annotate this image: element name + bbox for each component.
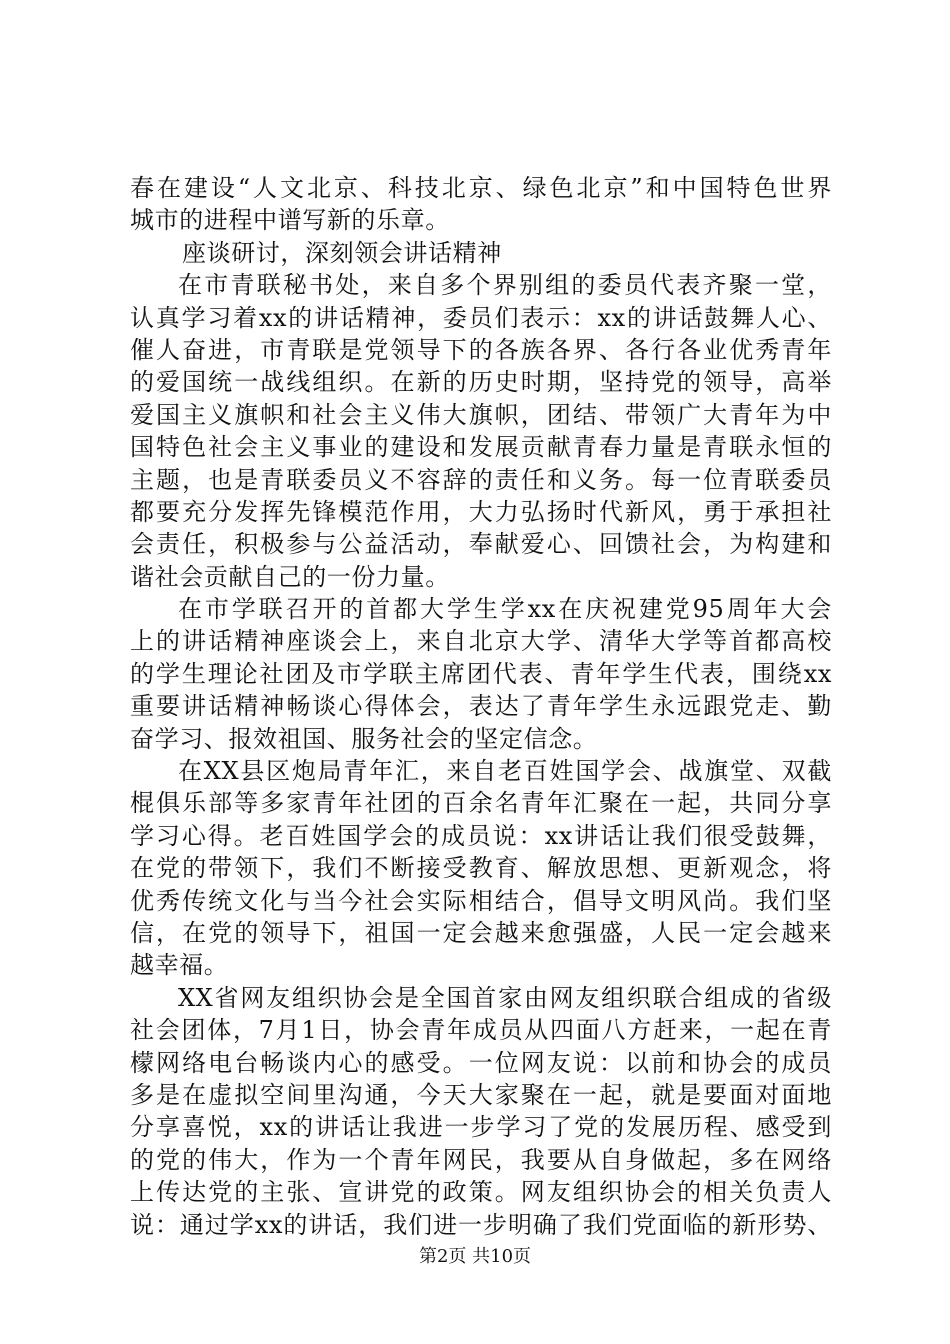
text-line: 在市学联召开的首都大学生学xx在庆祝建党95周年大会 [178, 595, 832, 624]
text-line: 的爱国统一战线组织。在新的历史时期，坚持党的领导，高举 [130, 368, 832, 397]
text-line: 在XX县区炮局青年汇，来自老百姓国学会、战旗堂、双截 [178, 757, 832, 786]
text-line: 主题，也是青联委员义不容辞的责任和义务。每一位青联委员 [130, 465, 832, 494]
text-line: 国特色社会主义事业的建设和发展贡献青春力量是青联永恒的 [130, 433, 832, 462]
text-line: 上的讲话精神座谈会上，来自北京大学、清华大学等首都高校 [130, 627, 832, 656]
text-line: 催人奋进，市青联是党领导下的各族各界、各行各业优秀青年 [130, 335, 832, 364]
text-line: 春在建设“人文北京、科技北京、绿色北京”和中国特色世界 [130, 174, 832, 202]
text-line: 重要讲话精神畅谈心得体会，表达了青年学生永远跟党走、勤 [130, 692, 832, 721]
text-line: 分享喜悦，xx的讲话让我进一步学习了党的发展历程、感受到 [130, 1113, 832, 1142]
page-number-footer: 第2页 共10页 [418, 1246, 532, 1267]
text-line: 的党的伟大，作为一个青年网民，我要从自身做起，多在网络 [130, 1145, 832, 1174]
section-heading: 座谈研讨，深刻领会讲话精神 [182, 238, 502, 267]
text-line: 会责任，积极参与公益活动，奉献爱心、回馈社会，为构建和 [130, 530, 832, 559]
text-line: 棍俱乐部等多家青年社团的百余名青年汇聚在一起，共同分享 [130, 789, 832, 818]
text-line: 多是在虚拟空间里沟通，今天大家聚在一起，就是要面对面地 [130, 1080, 832, 1109]
text-line: 社会团体，7月1日，协会青年成员从四面八方赶来，一起在青 [130, 1016, 832, 1045]
document-body [130, 172, 832, 1241]
text-line: 认真学习着xx的讲话精神，委员们表示：xx的讲话鼓舞人心、 [130, 303, 832, 332]
text-line: 城市的进程中谱写新的乐章。 [130, 206, 450, 235]
text-line: 爱国主义旗帜和社会主义伟大旗帜，团结、带领广大青年为中 [130, 400, 832, 429]
text-line: 奋学习、报效祖国、服务社会的坚定信念。 [130, 724, 598, 753]
text-line: XX省网友组织协会是全国首家由网友组织联合组成的省级 [178, 983, 832, 1012]
text-line: 谐社会贡献自己的一份力量。 [130, 562, 450, 591]
text-line: 在党的带领下，我们不断接受教育、解放思想、更新观念，将 [130, 854, 832, 883]
text-line: 在市青联秘书处，来自多个界别组的委员代表齐聚一堂， [178, 271, 832, 300]
text-line: 优秀传统文化与当今社会实际相结合，倡导文明风尚。我们坚 [130, 886, 832, 915]
text-line: 都要充分发挥先锋模范作用，大力弘扬时代新风，勇于承担社 [130, 497, 832, 526]
text-line: 檬网络电台畅谈内心的感受。一位网友说：以前和协会的成员 [130, 1048, 832, 1077]
text-line: 说：通过学xx的讲话，我们进一步明确了我们党面临的新形势、 [130, 1210, 832, 1239]
text-line: 信，在党的领导下，祖国一定会越来愈强盛，人民一定会越来 [130, 918, 832, 947]
text-line: 的学生理论社团及市学联主席团代表、青年学生代表，围绕xx [130, 659, 832, 688]
text-line: 越幸福。 [130, 951, 229, 980]
text-line: 学习心得。老百姓国学会的成员说：xx讲话让我们很受鼓舞， [130, 821, 832, 850]
text-line: 上传达党的主张、宣讲党的政策。网友组织协会的相关负责人 [130, 1178, 832, 1207]
